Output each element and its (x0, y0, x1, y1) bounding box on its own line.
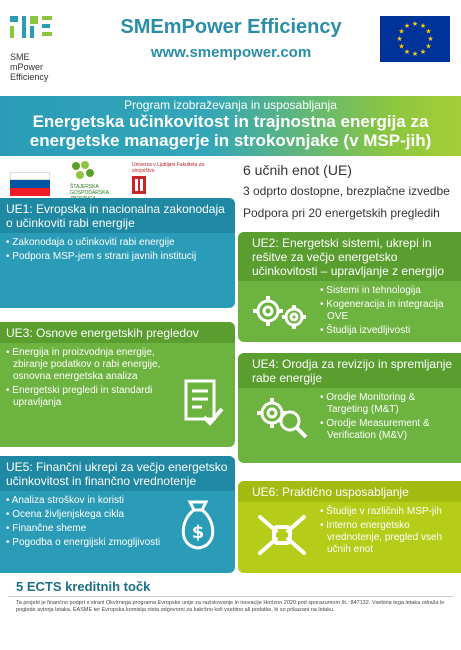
svg-text:★: ★ (398, 42, 405, 51)
chamber-logo-icon (70, 160, 96, 182)
ue5-item: • Ocena življenjskega cikla (6, 509, 175, 521)
ue3-item: • Energija in proizvodnja energije, zbiranje podatkov o rabi energije, osnovna energetska analiza (6, 347, 175, 383)
ue6-item: • Študije v različnih MSP-jih (320, 506, 455, 518)
summary-open: 3 odprto dostopne, brezplačne izvedbe (243, 184, 450, 198)
gears-icon (250, 287, 312, 337)
ue3-title: UE3: Osnove energetskih pregledov (0, 322, 235, 343)
ue1-item: • Podpora MSP-jem s strani javnih institucij (6, 251, 229, 263)
footer-divider (8, 596, 453, 597)
banner-subtitle: Program izobraževanja in usposabljanja (124, 98, 337, 112)
program-banner (0, 96, 461, 156)
ue5-title: UE5: Finančni ukrepi za večjo energetsko učinkovitost in finančno vrednotenje (0, 456, 235, 491)
ue4-item: • Orodje Monitoring & Targeting (M&T) (320, 392, 455, 416)
ue6-item: • Interno energetsko vrednotenje, pregled vseh učnih enot (320, 520, 455, 556)
svg-text:★: ★ (398, 27, 405, 36)
gear-magnifier-icon (252, 393, 312, 443)
logo-text-line: SME (10, 52, 30, 62)
checklist-icon (180, 377, 224, 427)
ue5-card (0, 456, 235, 573)
partner-logos (8, 160, 228, 200)
ue2-item: • Študija izvedljivosti (320, 325, 455, 337)
university-logo-icon (132, 176, 146, 194)
ue6-title: UE6: Praktično usposabljanje (238, 481, 461, 502)
ue3-card (0, 322, 235, 447)
ue2-item: • Sistemi in tehnologija (320, 285, 455, 297)
ue5-item: • Finančne sheme (6, 523, 175, 535)
money-bag-icon (176, 496, 220, 552)
ue1-card (0, 198, 235, 308)
ue4-item: • Orodje Measurement & Verification (M&V) (320, 418, 455, 442)
ue5-item: • Analiza stroškov in koristi (6, 495, 175, 507)
summary-units: 6 učnih enot (UE) (243, 162, 352, 178)
logo-mark-icon (8, 12, 58, 52)
logo-text-line: Efficiency (10, 72, 49, 82)
svg-text:★: ★ (411, 20, 419, 28)
ue1-body (0, 233, 235, 269)
ects-credits: 5 ECTS kreditnih točk (16, 579, 151, 594)
slovenia-flag-icon (10, 172, 50, 196)
header (0, 0, 461, 92)
partner-university-logo (132, 162, 212, 202)
smempower-logo (8, 12, 86, 90)
logo-text-line: mPower (10, 62, 44, 72)
ue5-item: • Pogodba o energijski zmogljivosti (6, 537, 175, 549)
ue6-card (238, 481, 461, 573)
ue1-item: • Zakonodaja o učinkoviti rabi energije (6, 237, 229, 249)
svg-text:★: ★ (427, 35, 434, 43)
partner-chamber-logo (70, 160, 130, 200)
banner-title: Energetska učinkovitost in trajnostna energija za energetske managerje in strokovnjake (v MSP-jih) (29, 112, 432, 150)
ue4-title: UE4: Orodja za revizijo in spremljanje rabe energije (238, 353, 461, 388)
ue3-item: • Energetski pregledi in standardi upravljanja (6, 385, 175, 409)
program-summary (243, 162, 458, 228)
svg-text:★: ★ (411, 50, 419, 58)
ue2-item: • Kogeneracija in integracija OVE (320, 299, 455, 323)
ue2-title: UE2: Energetski sistemi, ukrepi in rešitve za večjo energetsko učinkovitosti – upravljanje z energijo (238, 232, 461, 281)
ue4-card (238, 353, 461, 463)
partner-university-name: Univerza v Ljubljani Fakulteta za strojništvo (132, 162, 204, 174)
ue1-title: UE1: Evropska in nacionalna zakonodaja o učinkoviti rabi energije (0, 198, 235, 233)
ue2-card (238, 232, 461, 342)
svg-text:★: ★ (425, 27, 432, 36)
brand-url[interactable]: www.smempower.com (150, 44, 312, 61)
logo-text (10, 52, 48, 82)
svg-text:$: $ (191, 522, 205, 543)
teamwork-hands-icon (252, 505, 312, 565)
funding-footnote: Ta projekt je finančno podprt s strani Okvirnega programa Evropske unije za raziskovanje in inovacije Horizon 2020 pod sporazumom št.: 847132. Vsebina tega letaka odraža le poglede avtorja letaka, EASME ter Evropska komisija nista odgovorni za kakršno koli vsebino ali podatke, ki so prikazani na letaku. (16, 600, 445, 613)
brand-title: SMEmPower Efficiency (120, 16, 342, 38)
eu-flag-icon (380, 16, 450, 62)
svg-text:★: ★ (425, 42, 432, 51)
svg-text:★: ★ (403, 48, 411, 56)
summary-support: Podpora pri 20 energetskih pregledih (243, 206, 440, 220)
svg-text:★: ★ (396, 35, 403, 43)
svg-text:★: ★ (419, 22, 427, 30)
partner-chamber-name: ŠTAJERSKA GOSPODARSKA (70, 184, 109, 196)
svg-text:★: ★ (403, 22, 411, 30)
svg-text:★: ★ (419, 48, 427, 56)
